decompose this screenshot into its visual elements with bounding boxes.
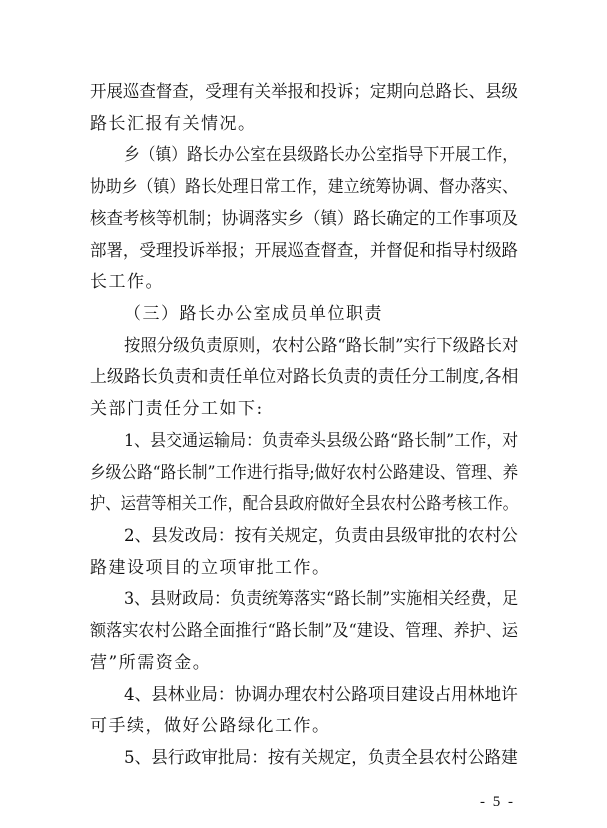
text-line: 乡（镇）路长办公室在县级路长办公室指导下开展工作， [124, 145, 519, 165]
text-line: 路长汇报有关情况。 [90, 114, 257, 134]
text-line: 上级路长负责和责任单位对路长负责的责任分工制度,各相 [90, 367, 519, 387]
text-line: 3、县财政局：负责统筹落实“路长制”实施相关经费，足 [124, 589, 519, 609]
text-line: 1、县交通运输局：负责牵头县级公路“路长制”工作，对 [124, 431, 519, 451]
text-line: 乡级公路“路长制”工作进行指导;做好农村公路建设、管理、养 [90, 463, 519, 483]
text-line: 可手续，做好公路绿化工作。 [90, 716, 331, 736]
text-line: 营”所需资金。 [90, 653, 212, 673]
text-line: 额落实农村公路全面推行“路长制”及“建设、管理、养护、运 [90, 621, 519, 641]
text-line: 2、县发改局：按有关规定，负责由县级审批的农村公 [124, 526, 518, 546]
page-number: - 5 - [480, 794, 515, 810]
section-heading: （三）路长办公室成员单位职责 [124, 304, 383, 324]
text-line: 路建设项目的立项审批工作。 [90, 558, 331, 578]
text-line: 4、县林业局：协调办理农村公路项目建设占用林地许 [124, 685, 518, 705]
text-line: 长工作。 [90, 272, 164, 292]
text-line: 护、运营等相关工作，配合县政府做好全县农村公路考核工作。 [90, 494, 519, 514]
text-line: 5、县行政审批局：按有关规定，负责全县农村公路建 [124, 748, 518, 768]
text-line: 部署，受理投诉举报；开展巡查督查，并督促和指导村级路 [90, 241, 518, 261]
text-line: 按照分级负责原则，农村公路“路长制”实行下级路长对 [124, 336, 519, 356]
text-line: 开展巡查督查，受理有关举报和投诉；定期向总路长、县级 [90, 82, 518, 102]
text-line: 协助乡（镇）路长处理日常工作，建立统筹协调、督办落实、 [90, 177, 519, 197]
text-line: 核查考核等机制；协调落实乡（镇）路长确定的工作事项及 [90, 209, 518, 229]
text-line: 关部门责任分工如下: [90, 399, 264, 419]
